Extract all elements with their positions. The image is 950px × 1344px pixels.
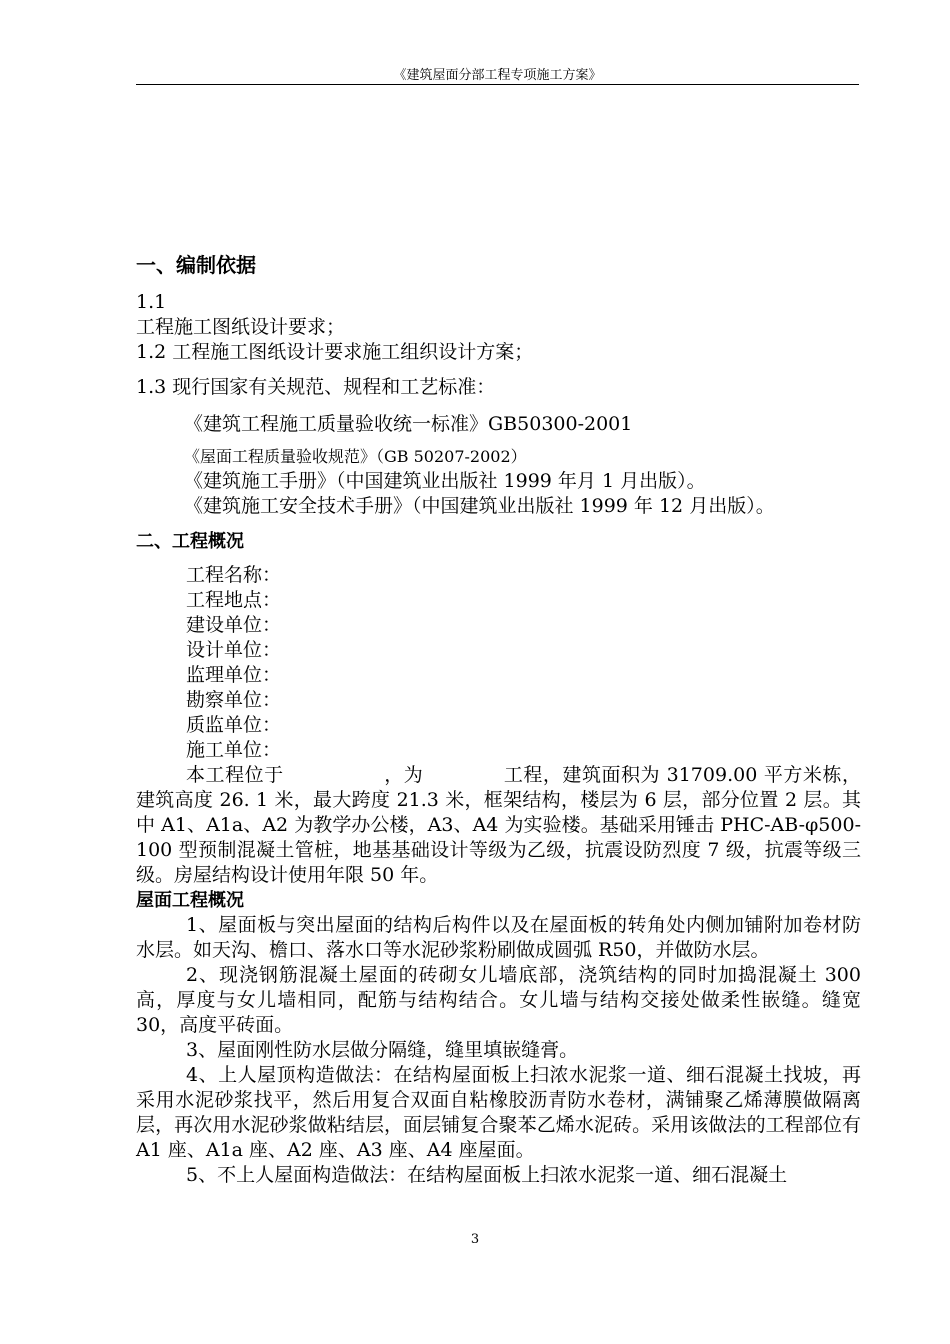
roof-item-4: 4、上人屋顶构造做法：在结构屋面板上扫浓水泥浆一道、细石混凝土找坡，再采用水泥砂浆找平，然后用复合双面自粘橡胶沥青防水卷材，满铺聚乙烯薄膜做隔离层，再次用水泥砂浆做粘结层，面层铺复合聚苯乙烯水泥砖。采用该做法的工程部位有 A1 座、A1a 座、A2 座、A3 座、A4 座屋面。 bbox=[136, 1064, 861, 1161]
standard-1: 《建筑工程施工质量验收统一标准》GB50300-2001 bbox=[184, 413, 633, 435]
basis-item-1-text: 工程施工图纸设计要求； bbox=[136, 316, 346, 338]
roof-item-2: 2、现浇钢筋混凝土屋面的砖砌女儿墙底部，浇筑结构的同时加捣混凝土 300 高，厚度与女儿墙相同，配筋与结构结合。女儿墙与结构交接处做柔性嵌缝。缝宽 30，高度平砖面。 bbox=[136, 964, 861, 1036]
standard-4: 《建筑施工安全技术手册》（中国建筑业出版社 1999 年 12 月出版）。 bbox=[184, 495, 775, 517]
section-heading-overview: 二、工程概况 bbox=[136, 531, 244, 552]
field-supervisor: 监理单位： bbox=[186, 664, 282, 686]
field-quality-supervision: 质监单位： bbox=[186, 714, 282, 736]
field-surveyor: 勘察单位： bbox=[186, 689, 282, 711]
spacer bbox=[136, 365, 861, 375]
field-designer: 设计单位： bbox=[186, 639, 282, 661]
standard-3: 《建筑施工手册》（中国建筑业出版社 1999 年月 1 月出版）。 bbox=[184, 470, 706, 492]
spacer bbox=[136, 555, 861, 563]
running-header: 《建筑屋面分部工程专项施工方案》 bbox=[393, 68, 602, 83]
spacer bbox=[136, 280, 861, 290]
spacer bbox=[136, 437, 861, 445]
overview-paragraph bbox=[136, 763, 861, 888]
basis-item-3: 1.3 现行国家有关规范、规程和工艺标准： bbox=[136, 376, 496, 398]
basis-item-2: 1.2 工程施工图纸设计要求施工组织设计方案； bbox=[136, 341, 534, 363]
page-content bbox=[136, 250, 861, 1188]
roof-overview-heading: 屋面工程概况 bbox=[136, 890, 244, 911]
overview-location-label: 本工程位于 bbox=[186, 764, 284, 786]
standard-2: 《屋面工程质量验收规范》（GB 50207-2002） bbox=[184, 447, 527, 466]
header-rule bbox=[136, 84, 859, 85]
section-heading-basis: 一、编制依据 bbox=[136, 253, 256, 277]
roof-item-1: 1、屋面板与突出屋面的结构后构件以及在屋面板的转角处内侧加铺附加卷材防水层。如天沟、檐口、落水口等水泥砂浆粉刷做成圆弧 R50，并做防水层。 bbox=[136, 914, 861, 961]
field-project-location: 工程地点： bbox=[186, 589, 282, 611]
roof-item-3: 3、屋面刚性防水层做分隔缝，缝里填嵌缝膏。 bbox=[186, 1039, 579, 1061]
spacer bbox=[136, 519, 861, 529]
overview-purpose-label: ，为 bbox=[383, 764, 424, 786]
page-number: 3 bbox=[470, 1232, 480, 1247]
field-project-name: 工程名称： bbox=[186, 564, 282, 586]
overview-details: 工程，建筑面积为 31709.00 平方米栋，建筑高度 26. 1 米，最大跨度 21.3 米，框架结构，楼层为 6 层，部分位置 2 层。其中 A1、A1a、A2 为教学办公楼，A3、A4 为实验楼。基础采用锤击 PHC-AB-φ500-100 型预制混凝土管桩，地基基础设计等级为乙级，抗震设防烈度 7 级，抗震等级三级。房屋结构设计使用年限 50 年。 bbox=[136, 764, 861, 886]
field-owner: 建设单位： bbox=[186, 614, 282, 636]
spacer bbox=[136, 400, 861, 412]
basis-item-1-number: 1.1 bbox=[136, 291, 167, 313]
field-contractor: 施工单位： bbox=[186, 739, 282, 761]
roof-item-5: 5、不上人屋面构造做法：在结构屋面板上扫浓水泥浆一道、细石混凝土 bbox=[186, 1164, 788, 1186]
